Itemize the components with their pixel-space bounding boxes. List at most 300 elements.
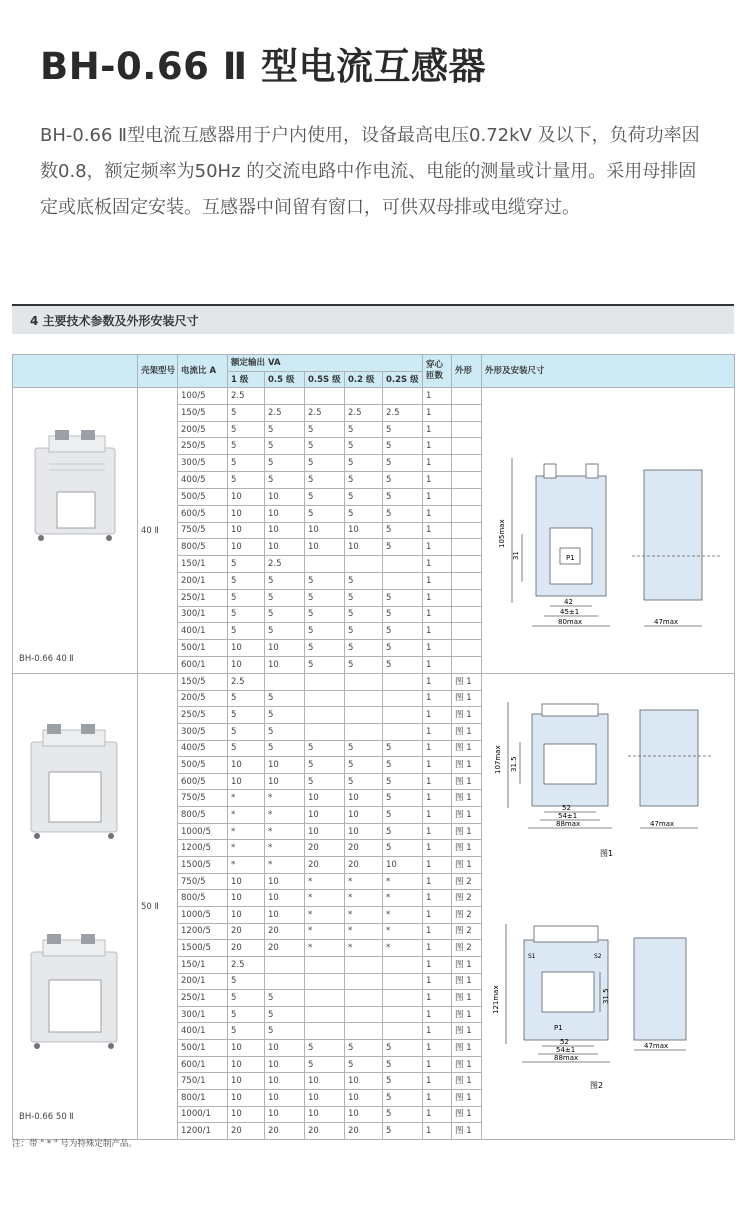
class-05s-cell: 5 <box>305 472 345 489</box>
ratio-cell: 800/5 <box>178 539 228 556</box>
class-1-cell: 5 <box>228 421 265 438</box>
class-02s-cell: 5 <box>383 773 423 790</box>
class-05s-cell <box>305 1023 345 1040</box>
class-1-cell: 5 <box>228 740 265 757</box>
shape-cell: 图 1 <box>452 757 482 774</box>
ratio-cell: 300/1 <box>178 606 228 623</box>
class-05s-cell: 5 <box>305 421 345 438</box>
class-1-cell: 2.5 <box>228 956 265 973</box>
class-05-cell: 5 <box>265 421 305 438</box>
ratio-cell: 300/5 <box>178 723 228 740</box>
ratio-cell: 1200/1 <box>178 1123 228 1140</box>
frame-model-cell: 40 Ⅱ <box>138 388 178 674</box>
turns-cell: 1 <box>423 488 452 505</box>
class-02-cell <box>345 956 383 973</box>
class-02-cell: 10 <box>345 1106 383 1123</box>
class-1-cell: 10 <box>228 1073 265 1090</box>
class-02-cell: 20 <box>345 840 383 857</box>
class-1-cell: 5 <box>228 556 265 573</box>
class-1-cell: 10 <box>228 873 265 890</box>
class-05-cell: 20 <box>265 940 305 957</box>
class-1-cell: 5 <box>228 606 265 623</box>
class-05-cell: 10 <box>265 1056 305 1073</box>
class-02-cell: 10 <box>345 1073 383 1090</box>
class-05s-header: 0.5S 级 <box>305 372 345 388</box>
ratio-cell: 600/1 <box>178 657 228 674</box>
class-05s-cell: * <box>305 940 345 957</box>
class-02s-cell: 5 <box>383 488 423 505</box>
dim-height: 105max <box>498 519 507 548</box>
turns-cell: 1 <box>423 388 452 405</box>
class-1-cell: 5 <box>228 690 265 707</box>
class-05s-cell: 10 <box>305 1073 345 1090</box>
class-02-cell: 5 <box>345 505 383 522</box>
class-02-cell: 5 <box>345 421 383 438</box>
shape-cell: 图 2 <box>452 940 482 957</box>
class-02s-cell: 5 <box>383 823 423 840</box>
d3-p1: P1 <box>554 1024 563 1032</box>
turns-cell: 1 <box>423 589 452 606</box>
class-02s-cell: 5 <box>383 657 423 674</box>
class-05-cell: * <box>265 790 305 807</box>
class-1-cell: 10 <box>228 505 265 522</box>
shape-cell: 图 1 <box>452 807 482 824</box>
shape-cell: 图 2 <box>452 906 482 923</box>
class-05s-cell: 20 <box>305 857 345 874</box>
class-1-cell: 5 <box>228 707 265 724</box>
product-label: BH-0.66 40 Ⅱ <box>19 654 74 664</box>
shape-cell: 图 1 <box>452 1090 482 1107</box>
class-02s-cell <box>383 572 423 589</box>
class-05s-cell: 5 <box>305 757 345 774</box>
class-1-cell: 5 <box>228 990 265 1007</box>
class-05s-cell <box>305 707 345 724</box>
class-05s-cell: 5 <box>305 606 345 623</box>
d3-height: 121max <box>492 985 501 1014</box>
footnote: 注：带 " * " 号为特殊定制产品。 <box>12 1139 137 1149</box>
class-02s-cell: 5 <box>383 1090 423 1107</box>
rated-output-header: 额定输出 VA <box>228 355 423 372</box>
turns-cell: 1 <box>423 807 452 824</box>
ratio-cell: 800/5 <box>178 807 228 824</box>
shape-cell: 图 1 <box>452 1123 482 1140</box>
class-02-cell: 5 <box>345 488 383 505</box>
class-05s-cell <box>305 723 345 740</box>
class-05-cell: 10 <box>265 890 305 907</box>
shape-cell <box>452 388 482 405</box>
ratio-cell: 1500/5 <box>178 857 228 874</box>
class-05-cell: 5 <box>265 623 305 640</box>
ratio-cell: 150/5 <box>178 674 228 691</box>
class-02-cell: 5 <box>345 623 383 640</box>
class-02s-header: 0.2S 级 <box>383 372 423 388</box>
class-05s-cell: 20 <box>305 1123 345 1140</box>
class-02s-cell <box>383 723 423 740</box>
class-05-cell <box>265 388 305 405</box>
turns-cell: 1 <box>423 522 452 539</box>
ratio-cell: 300/5 <box>178 455 228 472</box>
class-02-cell <box>345 723 383 740</box>
ratio-cell: 250/1 <box>178 990 228 1007</box>
turns-cell: 1 <box>423 623 452 640</box>
class-1-cell: 10 <box>228 773 265 790</box>
class-1-cell: 10 <box>228 1040 265 1057</box>
ratio-cell: 750/1 <box>178 1073 228 1090</box>
class-1-cell: 20 <box>228 923 265 940</box>
turns-cell: 1 <box>423 1106 452 1123</box>
dim-side: 47max <box>654 618 679 626</box>
shape-cell: 图 1 <box>452 790 482 807</box>
class-02s-cell: 5 <box>383 840 423 857</box>
class-05s-cell <box>305 388 345 405</box>
ratio-header: 电流比 A <box>178 355 228 388</box>
class-05-cell: 10 <box>265 1073 305 1090</box>
ratio-cell: 600/1 <box>178 1056 228 1073</box>
mark-p1: P1 <box>566 554 575 562</box>
ratio-cell: 250/1 <box>178 589 228 606</box>
class-02s-cell: 5 <box>383 757 423 774</box>
class-05s-cell: 10 <box>305 807 345 824</box>
shape-cell: 图 1 <box>452 823 482 840</box>
class-02s-cell <box>383 973 423 990</box>
class-02-cell: 5 <box>345 640 383 657</box>
ratio-cell: 1000/5 <box>178 823 228 840</box>
class-1-cell: 10 <box>228 757 265 774</box>
turns-cell: 1 <box>423 940 452 957</box>
ratio-cell: 750/5 <box>178 873 228 890</box>
turns-cell: 1 <box>423 873 452 890</box>
class-02s-cell: * <box>383 890 423 907</box>
shape-cell: 图 1 <box>452 1056 482 1073</box>
turns-cell: 1 <box>423 1040 452 1057</box>
d3-width: 88max <box>554 1054 579 1062</box>
ratio-cell: 200/5 <box>178 690 228 707</box>
dim-window: 31 <box>512 551 521 560</box>
turns-cell: 1 <box>423 857 452 874</box>
turns-cell: 1 <box>423 1056 452 1073</box>
class-1-cell: 5 <box>228 623 265 640</box>
d2-height: 107max <box>494 745 503 774</box>
class-02-cell: * <box>345 940 383 957</box>
product-photo-cell <box>13 388 138 674</box>
class-1-cell: 2.5 <box>228 388 265 405</box>
ratio-cell: 500/5 <box>178 488 228 505</box>
class-1-cell: 5 <box>228 572 265 589</box>
table-body <box>13 388 735 1140</box>
class-02-cell: 5 <box>345 572 383 589</box>
turns-cell: 1 <box>423 840 452 857</box>
ratio-cell: 300/1 <box>178 1006 228 1023</box>
class-1-cell: 2.5 <box>228 674 265 691</box>
turns-cell: 1 <box>423 923 452 940</box>
class-02s-cell: 2.5 <box>383 404 423 421</box>
class-05-cell: 2.5 <box>265 556 305 573</box>
class-02s-cell <box>383 1023 423 1040</box>
ratio-cell: 400/1 <box>178 1023 228 1040</box>
class-05-cell: 10 <box>265 657 305 674</box>
class-02-cell: 10 <box>345 807 383 824</box>
class-02-cell <box>345 1023 383 1040</box>
class-02-cell: 5 <box>345 1040 383 1057</box>
class-1-cell: 5 <box>228 404 265 421</box>
d2-window: 31.5 <box>510 756 519 772</box>
turns-cell: 1 <box>423 640 452 657</box>
class-05s-cell <box>305 973 345 990</box>
ratio-cell: 400/1 <box>178 623 228 640</box>
turns-cell: 1 <box>423 539 452 556</box>
class-05-cell: * <box>265 857 305 874</box>
shape-cell: 图 1 <box>452 773 482 790</box>
class-05s-cell: 5 <box>305 1040 345 1057</box>
class-02s-cell: * <box>383 923 423 940</box>
shape-cell: 图 1 <box>452 973 482 990</box>
class-05-cell: * <box>265 807 305 824</box>
class-05s-cell: 5 <box>305 438 345 455</box>
intro-paragraph: BH-0.66 Ⅱ型电流互感器用于户内使用，设备最高电压0.72kV 及以下，负荷功率因数0.8，额定频率为50Hz 的交流电路中作电流、电能的测量或计量用。采用母排固定或底板固定安装。互感器中间留有窗口，可供双母排或电缆穿过。 <box>40 125 700 218</box>
class-05s-cell <box>305 1006 345 1023</box>
photo-header <box>13 355 138 388</box>
d3-caption: 图2 <box>590 1081 604 1090</box>
dimension-drawing-1 <box>482 388 735 668</box>
turns-cell: 1 <box>423 757 452 774</box>
class-02-header: 0.2 级 <box>345 372 383 388</box>
turns-cell: 1 <box>423 505 452 522</box>
class-02s-cell: 5 <box>383 1073 423 1090</box>
class-02-cell <box>345 707 383 724</box>
shape-cell: 图 1 <box>452 707 482 724</box>
class-05-cell: 10 <box>265 1090 305 1107</box>
class-02-cell: 5 <box>345 606 383 623</box>
turns-cell: 1 <box>423 790 452 807</box>
ratio-cell: 200/5 <box>178 421 228 438</box>
class-05-cell: 5 <box>265 438 305 455</box>
d2-caption: 图1 <box>600 849 614 858</box>
shape-cell <box>452 623 482 640</box>
class-05-cell: 10 <box>265 522 305 539</box>
class-02-cell <box>345 556 383 573</box>
ratio-cell: 800/1 <box>178 1090 228 1107</box>
turns-cell: 1 <box>423 890 452 907</box>
class-1-cell: 5 <box>228 723 265 740</box>
class-02s-cell <box>383 956 423 973</box>
dim-width: 80max <box>558 618 583 626</box>
turns-cell: 1 <box>423 1123 452 1140</box>
class-02-cell: 5 <box>345 438 383 455</box>
class-02-cell: * <box>345 873 383 890</box>
shape-cell <box>452 472 482 489</box>
product-label: BH-0.66 50 Ⅱ <box>19 1112 74 1122</box>
class-05-cell: 5 <box>265 1023 305 1040</box>
class-05-cell: 5 <box>265 990 305 1007</box>
class-1-cell: 10 <box>228 522 265 539</box>
class-05s-cell: 5 <box>305 572 345 589</box>
turns-cell: 1 <box>423 1023 452 1040</box>
shape-cell: 图 1 <box>452 690 482 707</box>
shape-cell: 图 1 <box>452 956 482 973</box>
class-02-cell: 5 <box>345 757 383 774</box>
class-05-cell: 5 <box>265 707 305 724</box>
d3-inner: 52 <box>560 1038 569 1046</box>
class-05-cell: 5 <box>265 572 305 589</box>
class-02s-cell: 5 <box>383 472 423 489</box>
class-1-cell: 10 <box>228 1056 265 1073</box>
shape-cell <box>452 505 482 522</box>
ratio-cell: 200/1 <box>178 572 228 589</box>
class-1-cell: 5 <box>228 1006 265 1023</box>
class-05s-cell: 5 <box>305 1056 345 1073</box>
ratio-cell: 500/5 <box>178 757 228 774</box>
class-02s-cell: 5 <box>383 1123 423 1140</box>
shape-cell: 图 2 <box>452 890 482 907</box>
class-05s-cell <box>305 956 345 973</box>
ratio-cell: 600/5 <box>178 773 228 790</box>
class-05-cell: 20 <box>265 923 305 940</box>
shape-cell <box>452 572 482 589</box>
ratio-cell: 100/5 <box>178 388 228 405</box>
ratio-cell: 1000/1 <box>178 1106 228 1123</box>
class-05s-cell: 20 <box>305 840 345 857</box>
class-05s-cell: 10 <box>305 1090 345 1107</box>
class-05s-cell: 5 <box>305 623 345 640</box>
shape-cell <box>452 640 482 657</box>
turns-cell: 1 <box>423 556 452 573</box>
ratio-cell: 1000/5 <box>178 906 228 923</box>
class-05s-cell: 5 <box>305 455 345 472</box>
ratio-cell: 500/1 <box>178 640 228 657</box>
table-row <box>13 388 735 405</box>
shape-cell <box>452 438 482 455</box>
class-05s-cell <box>305 690 345 707</box>
class-02-cell: * <box>345 923 383 940</box>
shape-cell <box>452 539 482 556</box>
shape-cell: 图 1 <box>452 740 482 757</box>
class-02-cell: 20 <box>345 1123 383 1140</box>
class-02-cell <box>345 990 383 1007</box>
d3-mid: 54±1 <box>556 1046 576 1054</box>
turns-cell: 1 <box>423 990 452 1007</box>
turns-cell: 1 <box>423 1090 452 1107</box>
class-02s-cell: 5 <box>383 421 423 438</box>
shape-cell: 图 1 <box>452 1040 482 1057</box>
class-1-cell: 20 <box>228 1123 265 1140</box>
class-1-cell: * <box>228 807 265 824</box>
class-05-cell: 10 <box>265 1106 305 1123</box>
class-05s-cell: 10 <box>305 1106 345 1123</box>
turns-cell: 1 <box>423 421 452 438</box>
class-1-cell: 5 <box>228 472 265 489</box>
class-02-cell <box>345 674 383 691</box>
dims-header: 外形及安装尺寸 <box>482 355 735 388</box>
class-05-cell: 20 <box>265 1123 305 1140</box>
ratio-cell: 750/5 <box>178 790 228 807</box>
class-02-cell: * <box>345 906 383 923</box>
class-1-cell: 10 <box>228 906 265 923</box>
class-02s-cell: 5 <box>383 455 423 472</box>
d3-window: 31.5 <box>602 988 611 1004</box>
shape-cell: 图 1 <box>452 1006 482 1023</box>
class-05-cell: 10 <box>265 873 305 890</box>
shape-cell: 图 2 <box>452 923 482 940</box>
class-02-cell <box>345 690 383 707</box>
class-05s-cell <box>305 674 345 691</box>
ratio-cell: 1200/5 <box>178 840 228 857</box>
class-05-cell: 10 <box>265 1040 305 1057</box>
class-1-header: 1 级 <box>228 372 265 388</box>
class-05-cell: 5 <box>265 723 305 740</box>
shape-cell: 图 1 <box>452 1106 482 1123</box>
class-05s-cell: 10 <box>305 539 345 556</box>
class-02s-cell: 5 <box>383 1040 423 1057</box>
class-02s-cell: 5 <box>383 606 423 623</box>
class-05-cell: 10 <box>265 773 305 790</box>
class-02-cell: 5 <box>345 1056 383 1073</box>
d2-side: 47max <box>650 820 675 828</box>
class-02s-cell <box>383 990 423 1007</box>
shape-cell: 图 1 <box>452 1073 482 1090</box>
shape-cell: 图 1 <box>452 1023 482 1040</box>
ratio-cell: 200/1 <box>178 973 228 990</box>
class-05-cell: 5 <box>265 472 305 489</box>
class-05-cell: 5 <box>265 690 305 707</box>
class-05s-cell: * <box>305 906 345 923</box>
turns-cell: 1 <box>423 674 452 691</box>
shape-cell <box>452 455 482 472</box>
class-05-cell: 10 <box>265 906 305 923</box>
class-02s-cell: * <box>383 906 423 923</box>
class-05-cell: 5 <box>265 1006 305 1023</box>
ratio-cell: 150/1 <box>178 956 228 973</box>
shape-cell <box>452 421 482 438</box>
ratio-cell: 400/5 <box>178 472 228 489</box>
turns-cell: 1 <box>423 572 452 589</box>
d3-side: 47max <box>644 1042 669 1050</box>
class-02-cell <box>345 388 383 405</box>
class-02s-cell <box>383 674 423 691</box>
class-02s-cell: 5 <box>383 740 423 757</box>
ratio-cell: 250/5 <box>178 707 228 724</box>
class-1-cell: 10 <box>228 488 265 505</box>
class-1-cell: 10 <box>228 1090 265 1107</box>
class-02-cell: 5 <box>345 472 383 489</box>
shape-cell <box>452 657 482 674</box>
shape-cell: 图 1 <box>452 990 482 1007</box>
class-05s-cell: 10 <box>305 790 345 807</box>
dimension-drawing-cell <box>482 674 735 1140</box>
class-05s-cell: 5 <box>305 773 345 790</box>
class-1-cell: 5 <box>228 438 265 455</box>
ratio-cell: 600/5 <box>178 505 228 522</box>
class-05-cell: 5 <box>265 606 305 623</box>
class-02s-cell: 5 <box>383 623 423 640</box>
class-02s-cell: 5 <box>383 539 423 556</box>
shape-cell <box>452 556 482 573</box>
d3-s1: S1 <box>528 953 536 960</box>
d3-s2: S2 <box>594 953 602 960</box>
class-02s-cell: 5 <box>383 438 423 455</box>
class-1-cell: 20 <box>228 940 265 957</box>
class-02-cell: * <box>345 890 383 907</box>
class-1-cell: 10 <box>228 640 265 657</box>
section-title: 4 主要技术参数及外形安装尺寸 <box>30 314 199 328</box>
class-05s-cell: 5 <box>305 657 345 674</box>
class-1-cell: 5 <box>228 455 265 472</box>
class-1-cell: * <box>228 823 265 840</box>
class-02-cell: 20 <box>345 857 383 874</box>
class-05s-cell: 5 <box>305 505 345 522</box>
frame-header: 壳架型号 <box>138 355 178 388</box>
class-02s-cell: 5 <box>383 807 423 824</box>
class-05-cell: 5 <box>265 740 305 757</box>
